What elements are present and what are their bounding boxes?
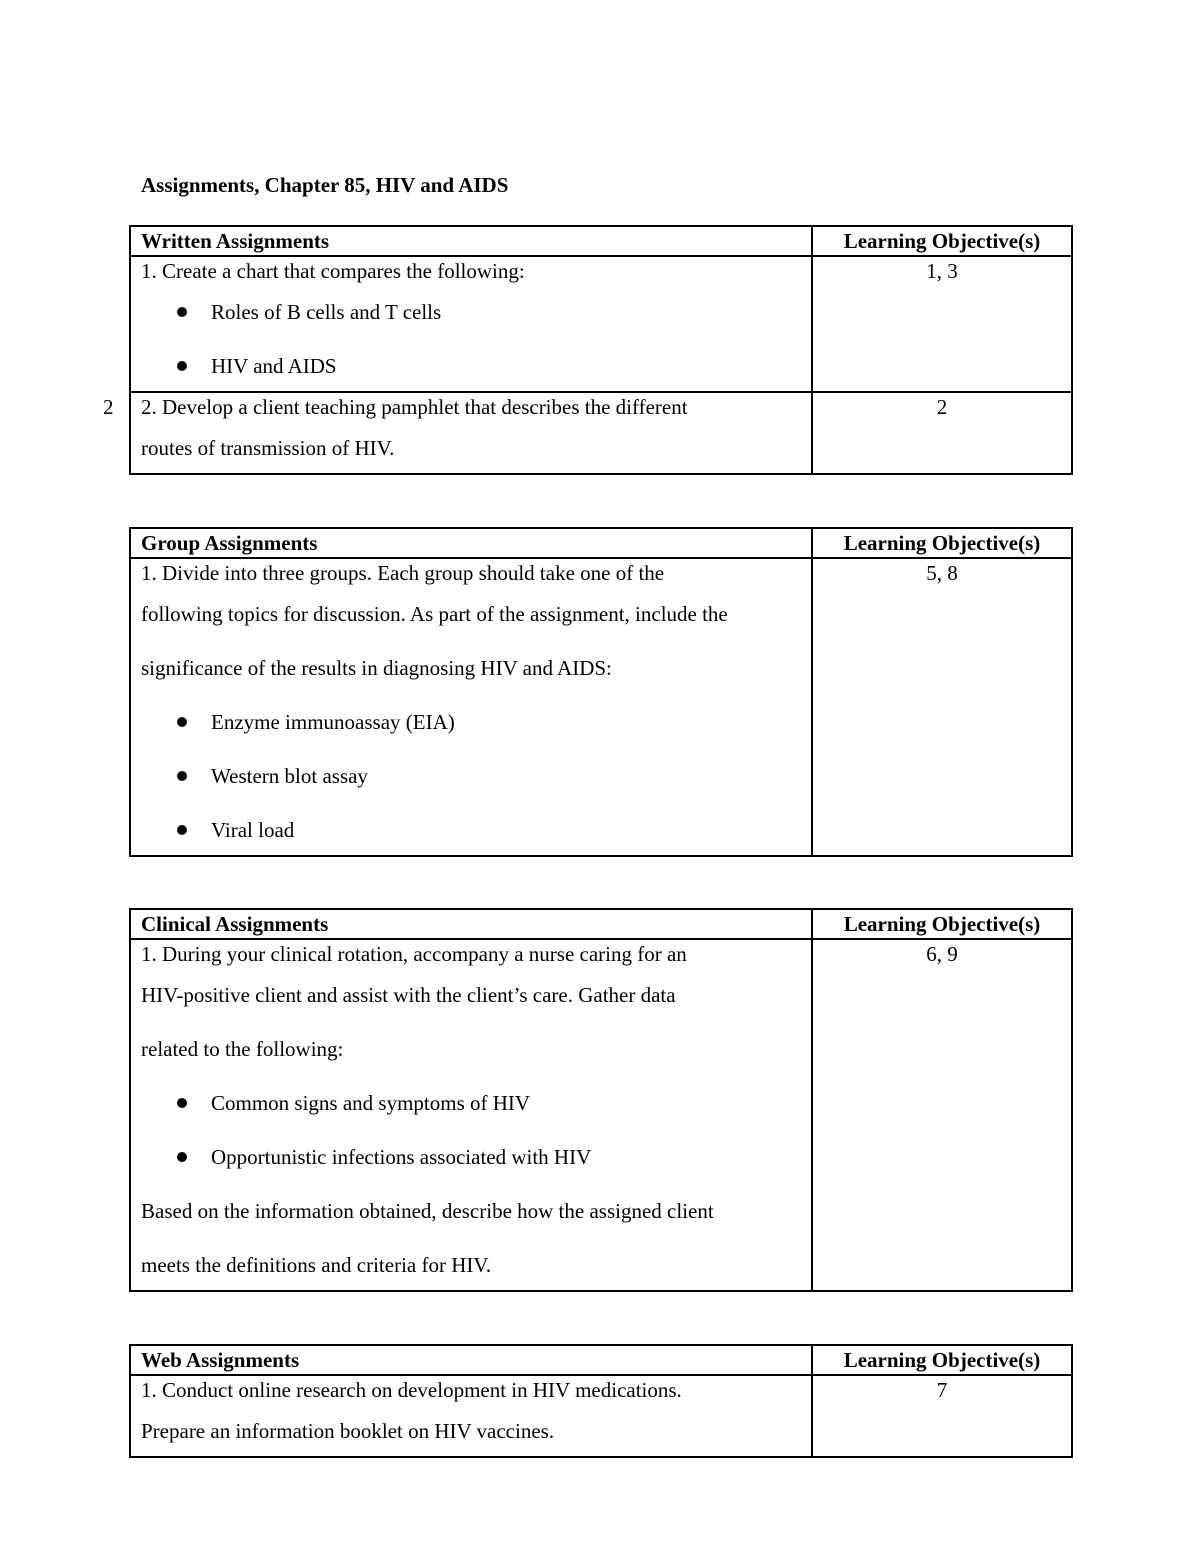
assignment-text: 1. Divide into three groups. Each group should take one of the xyxy=(141,561,665,585)
table-row xyxy=(130,558,1072,856)
assignment-text: 1. During your clinical rotation, accompany a nurse caring for an xyxy=(141,942,687,966)
web-assignments-table xyxy=(129,1344,1073,1458)
learning-objectives-header: Learning Objective(s) xyxy=(812,1345,1072,1375)
assignment-text: 1. Conduct online research on development in HIV medications. xyxy=(141,1378,682,1402)
table-header-row xyxy=(130,1345,1072,1375)
assignment-cell xyxy=(130,392,812,474)
learning-objectives-header: Learning Objective(s) xyxy=(812,909,1072,939)
assignment-text: significance of the results in diagnosing HIV and AIDS: xyxy=(141,656,612,680)
assignment-cell xyxy=(130,1375,812,1457)
bullet-item: Common signs and symptoms of HIV xyxy=(141,1076,801,1130)
group-assignments-header: Group Assignments xyxy=(130,528,812,558)
bullet-item: Western blot assay xyxy=(141,749,801,803)
assignment-cell xyxy=(130,256,812,392)
objective-cell: 6, 9 xyxy=(812,939,1072,1291)
table-header-row xyxy=(130,528,1072,558)
web-assignments-header: Web Assignments xyxy=(130,1345,812,1375)
table-header-row xyxy=(130,226,1072,256)
bullet-item: Viral load xyxy=(141,803,801,841)
table-header-row xyxy=(130,909,1072,939)
assignment-text: 1. Create a chart that compares the following: xyxy=(141,259,525,283)
assignment-cell xyxy=(130,558,812,856)
table-row xyxy=(130,939,1072,1291)
assignment-text: Prepare an information booklet on HIV vaccines. xyxy=(141,1419,555,1443)
assignment-text: 2. Develop a client teaching pamphlet that describes the different xyxy=(141,395,688,419)
learning-objectives-header: Learning Objective(s) xyxy=(812,226,1072,256)
group-assignments-table xyxy=(129,527,1073,857)
table-row xyxy=(130,256,1072,392)
bullet-item: Opportunistic infections associated with HIV xyxy=(141,1130,801,1184)
assignment-text: routes of transmission of HIV. xyxy=(141,436,395,460)
objective-cell: 7 xyxy=(812,1375,1072,1457)
assignment-text: meets the definitions and criteria for HIV. xyxy=(141,1253,492,1277)
margin-number: 2 xyxy=(103,395,114,419)
assignment-cell xyxy=(130,939,812,1291)
assignment-text: following topics for discussion. As part of the assignment, include the xyxy=(141,602,728,626)
learning-objectives-header: Learning Objective(s) xyxy=(812,528,1072,558)
assignment-text: Based on the information obtained, describe how the assigned client xyxy=(141,1199,714,1223)
bullet-item: HIV and AIDS xyxy=(141,339,801,377)
assignment-text: HIV-positive client and assist with the client’s care. Gather data xyxy=(141,983,676,1007)
clinical-assignments-header: Clinical Assignments xyxy=(130,909,812,939)
clinical-assignments-table xyxy=(129,908,1073,1292)
document-title: Assignments, Chapter 85, HIV and AIDS xyxy=(141,173,509,197)
objective-cell: 5, 8 xyxy=(812,558,1072,856)
written-assignments-table xyxy=(129,225,1073,475)
table-row xyxy=(130,392,1072,474)
bullet-item: Enzyme immunoassay (EIA) xyxy=(141,695,801,749)
bullet-item: Roles of B cells and T cells xyxy=(141,285,801,339)
assignment-text: related to the following: xyxy=(141,1037,344,1061)
table-row xyxy=(130,1375,1072,1457)
written-assignments-header: Written Assignments xyxy=(130,226,812,256)
objective-cell: 1, 3 xyxy=(812,256,1072,392)
objective-cell: 2 xyxy=(812,392,1072,474)
